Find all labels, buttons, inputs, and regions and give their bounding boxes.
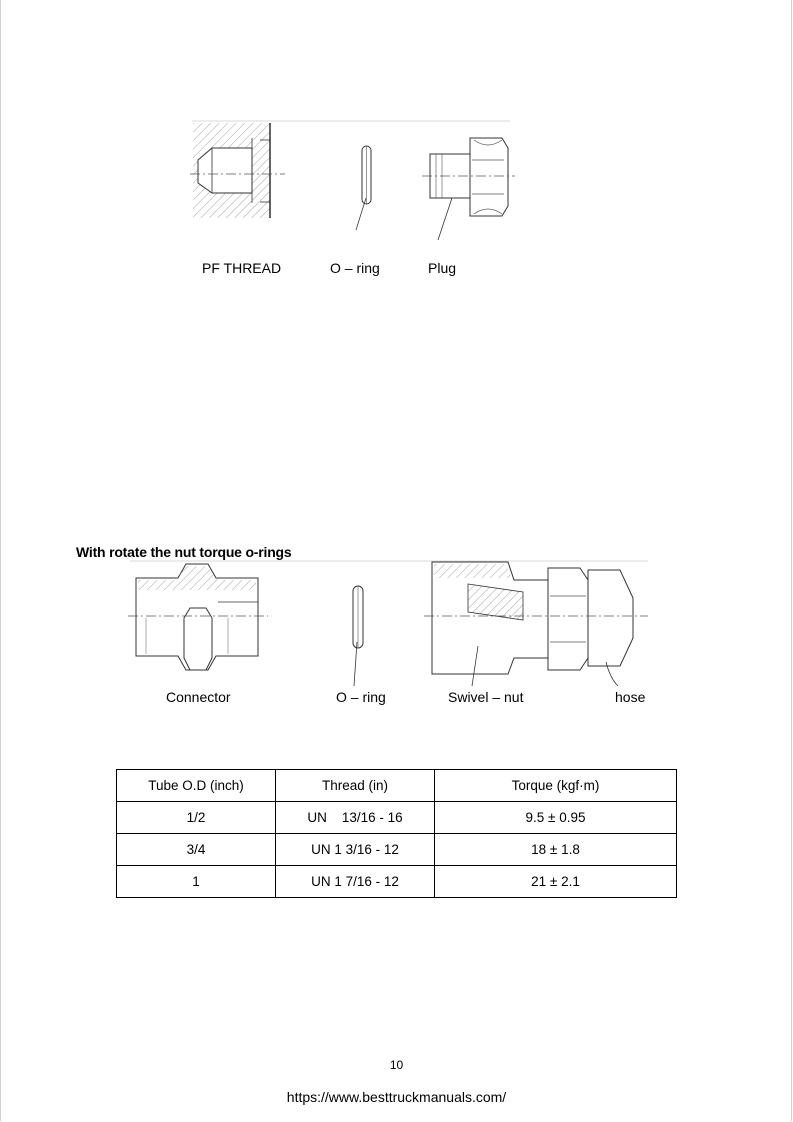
column-header-thread: Thread (in) bbox=[276, 770, 435, 802]
table-row bbox=[117, 802, 677, 834]
swivel-nut-label: Swivel – nut bbox=[448, 689, 524, 705]
torque-cell: 21 ± 2.1 bbox=[435, 866, 677, 898]
section-heading: With rotate the nut torque o-rings bbox=[76, 544, 292, 560]
tube-od-cell: 3/4 bbox=[117, 834, 276, 866]
column-header-torque: Torque (kgf·m) bbox=[435, 770, 677, 802]
o-ring-label-2: O – ring bbox=[336, 689, 386, 705]
pf-thread-port-drawing bbox=[190, 123, 285, 218]
pf-thread-oring-plug-figure bbox=[190, 118, 520, 248]
plug-label: Plug bbox=[428, 260, 457, 276]
pf-thread-label: PF THREAD bbox=[202, 260, 282, 276]
torque-cell: 9.5 ± 0.95 bbox=[435, 802, 677, 834]
thread-torque-table-container bbox=[176, 297, 618, 520]
torque-cell: 18 ± 1.8 bbox=[435, 834, 677, 866]
o-ring-label: O – ring bbox=[330, 260, 380, 276]
thread-cell: UN 1 7/16 - 12 bbox=[276, 866, 435, 898]
table-header-row bbox=[117, 770, 677, 802]
swivel-nut-hose-drawing bbox=[424, 562, 648, 686]
hose-label: hose bbox=[615, 689, 646, 705]
table-row bbox=[117, 866, 677, 898]
column-header-tube-od: Tube O.D (inch) bbox=[117, 770, 276, 802]
o-ring-drawing-2 bbox=[353, 586, 363, 686]
tube-od-cell: 1 bbox=[117, 866, 276, 898]
connector-label: Connector bbox=[166, 689, 231, 705]
thread-cell: UN 1 3/16 - 12 bbox=[276, 834, 435, 866]
tube-thread-torque-table bbox=[116, 769, 677, 898]
thread-cell: UN 13/16 - 16 bbox=[276, 802, 435, 834]
table-row bbox=[117, 834, 677, 866]
tube-od-cell: 1/2 bbox=[117, 802, 276, 834]
page-number: 10 bbox=[389, 1058, 404, 1072]
connector-drawing bbox=[128, 564, 268, 670]
footer-url: https://www.besttruckmanuals.com/ bbox=[286, 1089, 507, 1105]
connector-swivel-nut-figure bbox=[128, 558, 658, 698]
plug-drawing bbox=[422, 138, 515, 240]
o-ring-drawing bbox=[356, 146, 371, 230]
